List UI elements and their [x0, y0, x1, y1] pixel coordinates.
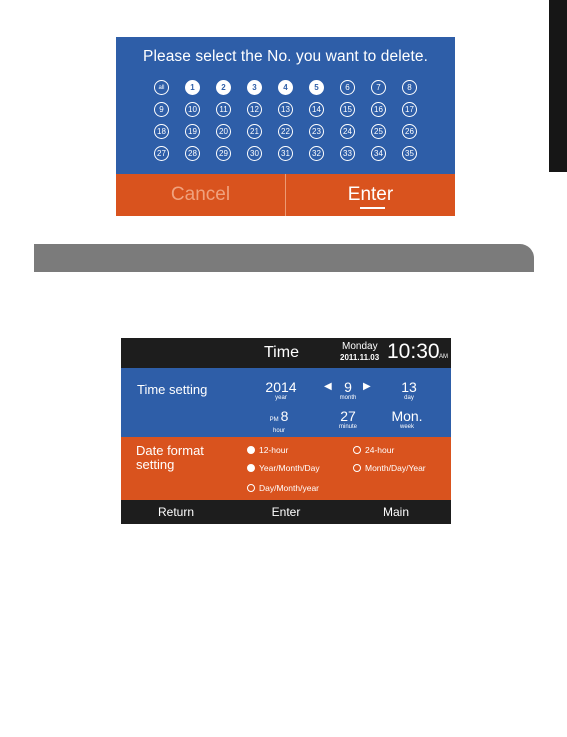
- number-button[interactable]: 27: [154, 146, 169, 161]
- page-edge-tab: [549, 0, 567, 172]
- option-day-month-year-label: Day/Month/year: [259, 483, 319, 493]
- delete-dialog: [116, 37, 455, 216]
- option-day-month-year[interactable]: [247, 483, 319, 493]
- number-button[interactable]: 5: [309, 80, 324, 95]
- radio-checked-icon: [247, 464, 255, 472]
- delete-dialog-body: [116, 37, 455, 174]
- year-field[interactable]: [261, 380, 301, 402]
- return-button[interactable]: Return: [157, 505, 195, 519]
- option-24-hour-label: 24-hour: [365, 445, 395, 455]
- month-value: 9: [344, 379, 352, 395]
- radio-unchecked-icon: [353, 464, 361, 472]
- week-unit: week: [399, 424, 414, 430]
- number-button[interactable]: 17: [402, 102, 417, 117]
- screen-title: Time: [264, 344, 299, 361]
- radio-unchecked-icon: [353, 446, 361, 454]
- screen-footer: [121, 500, 451, 524]
- number-button[interactable]: 12: [247, 102, 262, 117]
- year-value: 2014: [265, 379, 297, 395]
- minute-unit: minute: [338, 424, 357, 430]
- option-year-month-day[interactable]: [247, 463, 320, 473]
- hour-field[interactable]: [262, 409, 296, 435]
- day-unit: day: [404, 395, 414, 401]
- minute-field[interactable]: [333, 409, 363, 431]
- delete-dialog-title: Please select the No. you want to delete.: [143, 48, 428, 65]
- option-year-month-day-label: Year/Month/Day: [259, 463, 320, 473]
- enter-underline: [360, 207, 385, 209]
- week-value: Mon.: [391, 408, 423, 424]
- month-next-arrow-icon[interactable]: ▶: [363, 381, 371, 392]
- number-button[interactable]: 25: [371, 124, 386, 139]
- footer-enter-button[interactable]: Enter: [271, 505, 301, 519]
- month-unit: month: [339, 395, 357, 401]
- number-button[interactable]: 2: [216, 80, 231, 95]
- year-unit: year: [275, 395, 287, 401]
- time-setting-label: Time setting: [137, 382, 208, 397]
- number-button[interactable]: 4: [278, 80, 293, 95]
- month-prev-arrow-icon[interactable]: ◀: [324, 381, 332, 392]
- number-button[interactable]: 31: [278, 146, 293, 161]
- number-button[interactable]: 24: [340, 124, 355, 139]
- header-clock: 10:30: [387, 340, 440, 363]
- time-setting-panel: [121, 368, 451, 437]
- radio-unchecked-icon: [247, 484, 255, 492]
- date-format-panel: [121, 437, 451, 500]
- day-field[interactable]: [394, 380, 424, 402]
- number-button[interactable]: 35: [402, 146, 417, 161]
- day-value: 13: [401, 379, 417, 395]
- screen-header: [121, 338, 451, 368]
- number-button[interactable]: 10: [185, 102, 200, 117]
- week-field[interactable]: [386, 409, 428, 431]
- section-header-bar: [34, 244, 534, 272]
- number-button[interactable]: 30: [247, 146, 262, 161]
- date-format-label: Date format setting: [136, 443, 204, 472]
- number-button[interactable]: 21: [247, 124, 262, 139]
- number-button[interactable]: 13: [278, 102, 293, 117]
- number-button[interactable]: 6: [340, 80, 355, 95]
- enter-button[interactable]: [286, 174, 455, 216]
- number-button[interactable]: 22: [278, 124, 293, 139]
- cancel-button[interactable]: Cancel: [116, 174, 286, 216]
- enter-button-label: Enter: [347, 184, 394, 205]
- number-button[interactable]: 20: [216, 124, 231, 139]
- number-button[interactable]: 34: [371, 146, 386, 161]
- number-button[interactable]: 14: [309, 102, 324, 117]
- delete-dialog-actions: [116, 174, 455, 216]
- hour-ampm: PM: [269, 417, 279, 423]
- main-button[interactable]: Main: [382, 505, 409, 519]
- hour-unit: hour: [272, 428, 285, 434]
- number-button[interactable]: 19: [185, 124, 200, 139]
- number-button[interactable]: 9: [154, 102, 169, 117]
- hour-value: 8: [280, 408, 289, 424]
- time-settings-screen: [121, 338, 451, 524]
- header-weekday: Monday: [342, 341, 378, 352]
- option-month-day-year-label: Month/Day/Year: [365, 463, 426, 473]
- number-button[interactable]: 33: [340, 146, 355, 161]
- number-button[interactable]: 1: [185, 80, 200, 95]
- number-button[interactable]: 15: [340, 102, 355, 117]
- option-month-day-year[interactable]: [353, 463, 426, 473]
- header-ampm: AM: [439, 354, 448, 360]
- radio-checked-icon: [247, 446, 255, 454]
- header-date: 2011.11.03: [340, 353, 380, 362]
- option-12-hour-label: 12-hour: [259, 445, 289, 455]
- option-24-hour[interactable]: [353, 445, 394, 455]
- number-button[interactable]: 8: [402, 80, 417, 95]
- number-button[interactable]: 18: [154, 124, 169, 139]
- number-button[interactable]: 28: [185, 146, 200, 161]
- minute-value: 27: [340, 408, 356, 424]
- number-button[interactable]: 23: [309, 124, 324, 139]
- number-button[interactable]: 16: [371, 102, 386, 117]
- option-12-hour[interactable]: [247, 445, 288, 455]
- number-all-button[interactable]: all: [154, 80, 169, 95]
- number-grid: [146, 79, 436, 167]
- number-button[interactable]: 32: [309, 146, 324, 161]
- month-field[interactable]: [336, 380, 360, 402]
- number-button[interactable]: 26: [402, 124, 417, 139]
- number-button[interactable]: 29: [216, 146, 231, 161]
- number-button[interactable]: 3: [247, 80, 262, 95]
- number-button[interactable]: 11: [216, 102, 231, 117]
- number-button[interactable]: 7: [371, 80, 386, 95]
